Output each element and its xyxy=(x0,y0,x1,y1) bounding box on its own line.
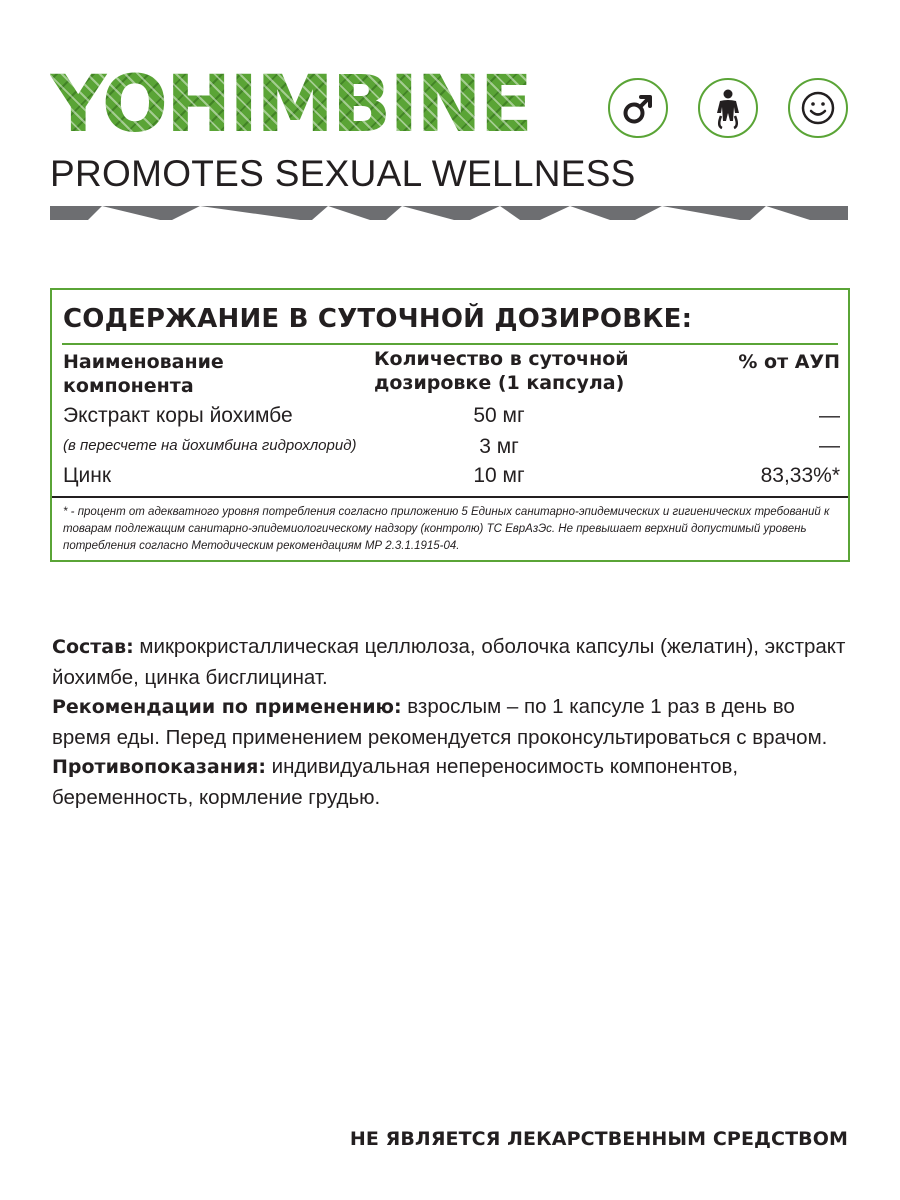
footnote: * - процент от адекватного уровня потребления согласно приложению 5 Единых санитарно-эпидемических и гигиенических требований к товарам подлежащим санитарно-эпидемиологическому надзору (контролю) ТС ЕврАзЭс. Не превышает верхний допустимый уровень потребления согласно Методическим рекомендациям МР 2.3.1.1915-04. xyxy=(63,506,830,552)
contraindications-paragraph xyxy=(52,752,852,812)
product-title: YOHIMBINE xyxy=(50,60,531,150)
usage-paragraph xyxy=(52,692,852,752)
contraindications-label: Противопоказания: xyxy=(52,756,266,778)
product-info xyxy=(52,632,852,812)
row-yohimbe-pct: — xyxy=(819,404,840,427)
column-header-percent: % от АУП xyxy=(738,351,840,373)
not-medicine-notice: НЕ ЯВЛЯЕТСЯ ЛЕКАРСТВЕННЫМ СРЕДСТВОМ xyxy=(349,1128,848,1150)
row-yohimbe-qty: 50 мг xyxy=(473,404,525,427)
athlete-figure-icon xyxy=(698,78,758,138)
composition-label: Состав: xyxy=(52,636,134,658)
row-hydrochloride-name: (в пересчете на йохимбина гидрохлорид) xyxy=(63,437,357,454)
row-hydrochloride-qty: 3 мг xyxy=(479,435,519,458)
row-yohimbe-name: Экстракт коры йохимбе xyxy=(63,404,293,427)
row-zinc-qty: 10 мг xyxy=(473,464,525,487)
panel-title-divider xyxy=(62,343,838,345)
daily-dose-panel xyxy=(50,288,850,562)
footnote-divider xyxy=(52,496,848,498)
usage-label: Рекомендации по применению: xyxy=(52,696,402,718)
benefit-icons xyxy=(608,78,850,142)
column-header-quantity: Количество в суточной дозировке (1 капсула) xyxy=(374,348,629,394)
row-zinc-pct: 83,33%* xyxy=(760,464,840,487)
contraindications-text: индивидуальная непереносимость компонентов, беременность, кормление грудью. xyxy=(52,755,739,809)
product-subtitle: PROMOTES SEXUAL WELLNESS xyxy=(50,153,636,194)
male-symbol-icon xyxy=(608,78,668,138)
decorative-stripe xyxy=(50,206,848,220)
column-header-name: Наименование компонента xyxy=(63,351,224,397)
row-hydrochloride-pct: — xyxy=(819,434,840,457)
panel-title: СОДЕРЖАНИЕ В СУТОЧНОЙ ДОЗИРОВКЕ: xyxy=(63,304,693,334)
smiley-face-icon xyxy=(788,78,848,138)
composition-paragraph xyxy=(52,632,852,692)
usage-text: взрослым – по 1 капсуле 1 раз в день во время еды. Перед применением рекомендуется проконсультироваться с врачом. xyxy=(52,695,828,749)
row-zinc-name: Цинк xyxy=(63,464,112,487)
composition-text: микрокристаллическая целлюлоза, оболочка капсулы (желатин), экстракт йохимбе, цинка бисглицинат. xyxy=(52,635,846,689)
